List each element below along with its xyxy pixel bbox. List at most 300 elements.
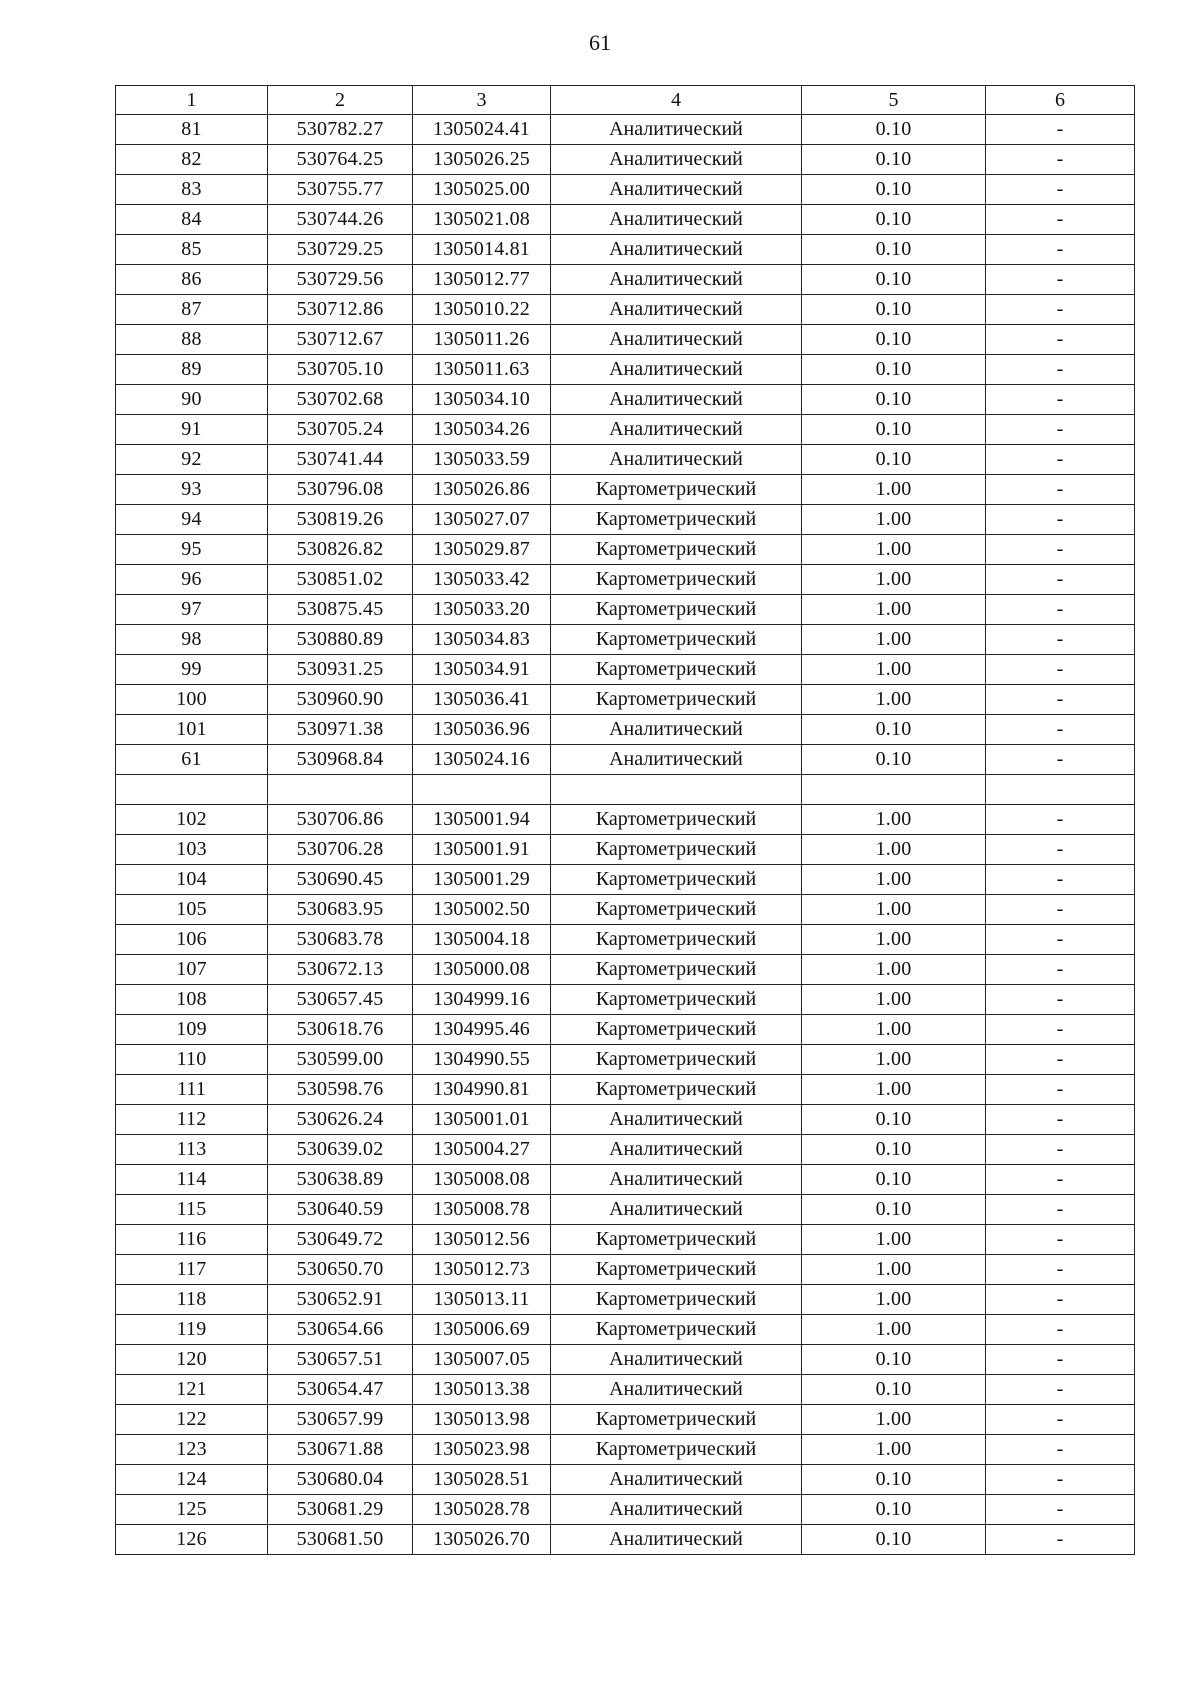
method-cell: Аналитический [551,1525,802,1555]
coordinates-table [115,85,1135,1555]
method-cell: Картометрический [551,595,802,625]
x-coordinate-cell: 530598.76 [268,1075,413,1105]
x-coordinate-cell: 530712.86 [268,295,413,325]
method-cell: Картометрический [551,865,802,895]
method-cell: Картометрический [551,895,802,925]
note-cell: - [986,1195,1135,1225]
y-coordinate-cell: 1305028.78 [413,1495,551,1525]
x-coordinate-cell: 530657.99 [268,1405,413,1435]
table-row [116,535,1135,565]
x-coordinate-cell: 530744.26 [268,205,413,235]
point-number-cell: 120 [116,1345,268,1375]
note-cell: - [986,1375,1135,1405]
table-body [116,115,1135,1555]
accuracy-cell: 0.10 [802,1375,986,1405]
x-coordinate-cell: 530880.89 [268,625,413,655]
note-cell: - [986,1255,1135,1285]
y-coordinate-cell: 1305033.20 [413,595,551,625]
table-row [116,745,1135,775]
y-coordinate-cell: 1305001.01 [413,1105,551,1135]
table-row [116,775,1135,805]
table-row [116,235,1135,265]
point-number-cell: 123 [116,1435,268,1465]
point-number-cell: 82 [116,145,268,175]
point-number-cell: 114 [116,1165,268,1195]
point-number-cell: 85 [116,235,268,265]
x-coordinate-cell: 530931.25 [268,655,413,685]
table-row [116,1435,1135,1465]
x-coordinate-cell: 530657.51 [268,1345,413,1375]
note-cell: - [986,1015,1135,1045]
y-coordinate-cell: 1305011.63 [413,355,551,385]
note-cell [986,775,1135,805]
y-coordinate-cell: 1305026.86 [413,475,551,505]
accuracy-cell: 1.00 [802,1045,986,1075]
y-coordinate-cell: 1305001.94 [413,805,551,835]
point-number-cell: 101 [116,715,268,745]
x-coordinate-cell: 530654.66 [268,1315,413,1345]
x-coordinate-cell: 530680.04 [268,1465,413,1495]
x-coordinate-cell: 530702.68 [268,385,413,415]
table-row [116,355,1135,385]
accuracy-cell: 0.10 [802,295,986,325]
x-coordinate-cell: 530755.77 [268,175,413,205]
y-coordinate-cell: 1305014.81 [413,235,551,265]
point-number-cell: 118 [116,1285,268,1315]
method-cell: Аналитический [551,325,802,355]
note-cell: - [986,295,1135,325]
note-cell: - [986,1165,1135,1195]
method-cell: Аналитический [551,415,802,445]
note-cell: - [986,205,1135,235]
accuracy-cell: 0.10 [802,235,986,265]
note-cell: - [986,685,1135,715]
accuracy-cell: 1.00 [802,925,986,955]
x-coordinate-cell: 530681.29 [268,1495,413,1525]
accuracy-cell: 0.10 [802,265,986,295]
y-coordinate-cell: 1304999.16 [413,985,551,1015]
note-cell: - [986,1075,1135,1105]
y-coordinate-cell: 1305021.08 [413,205,551,235]
note-cell: - [986,625,1135,655]
note-cell: - [986,175,1135,205]
method-cell: Аналитический [551,1465,802,1495]
x-coordinate-cell: 530657.45 [268,985,413,1015]
method-cell: Аналитический [551,175,802,205]
point-number-cell: 98 [116,625,268,655]
point-number-cell: 83 [116,175,268,205]
accuracy-cell: 0.10 [802,1195,986,1225]
note-cell: - [986,265,1135,295]
y-coordinate-cell: 1305013.11 [413,1285,551,1315]
point-number-cell: 115 [116,1195,268,1225]
y-coordinate-cell: 1305034.10 [413,385,551,415]
accuracy-cell: 0.10 [802,115,986,145]
method-cell: Картометрический [551,685,802,715]
x-coordinate-cell [268,775,413,805]
note-cell: - [986,715,1135,745]
x-coordinate-cell: 530640.59 [268,1195,413,1225]
method-cell: Картометрический [551,535,802,565]
note-cell: - [986,1285,1135,1315]
note-cell: - [986,655,1135,685]
table-header [116,86,1135,115]
method-cell: Аналитический [551,1375,802,1405]
x-coordinate-cell: 530599.00 [268,1045,413,1075]
method-cell: Картометрический [551,1435,802,1465]
point-number-cell: 89 [116,355,268,385]
note-cell: - [986,115,1135,145]
y-coordinate-cell: 1305006.69 [413,1315,551,1345]
x-coordinate-cell: 530650.70 [268,1255,413,1285]
accuracy-cell: 1.00 [802,1315,986,1345]
x-coordinate-cell: 530706.28 [268,835,413,865]
accuracy-cell: 0.10 [802,175,986,205]
method-cell: Картометрический [551,1285,802,1315]
point-number-cell: 119 [116,1315,268,1345]
column-header-5: 5 [802,86,986,115]
x-coordinate-cell: 530705.10 [268,355,413,385]
y-coordinate-cell: 1305002.50 [413,895,551,925]
method-cell: Картометрический [551,505,802,535]
accuracy-cell: 1.00 [802,1015,986,1045]
method-cell: Аналитический [551,205,802,235]
x-coordinate-cell: 530618.76 [268,1015,413,1045]
x-coordinate-cell: 530826.82 [268,535,413,565]
x-coordinate-cell: 530652.91 [268,1285,413,1315]
point-number-cell: 109 [116,1015,268,1045]
y-coordinate-cell: 1305012.77 [413,265,551,295]
accuracy-cell: 1.00 [802,805,986,835]
accuracy-cell: 1.00 [802,595,986,625]
accuracy-cell: 1.00 [802,1285,986,1315]
y-coordinate-cell [413,775,551,805]
note-cell: - [986,805,1135,835]
table-row [116,475,1135,505]
note-cell: - [986,745,1135,775]
x-coordinate-cell: 530683.78 [268,925,413,955]
table-row [116,955,1135,985]
point-number-cell: 91 [116,415,268,445]
method-cell: Аналитический [551,1165,802,1195]
column-header-1: 1 [116,86,268,115]
accuracy-cell: 0.10 [802,325,986,355]
method-cell: Картометрический [551,1045,802,1075]
point-number-cell: 117 [116,1255,268,1285]
method-cell: Картометрический [551,1255,802,1285]
table-row [116,895,1135,925]
y-coordinate-cell: 1305013.98 [413,1405,551,1435]
table-row [116,715,1135,745]
x-coordinate-cell: 530712.67 [268,325,413,355]
y-coordinate-cell: 1305008.08 [413,1165,551,1195]
table-row [116,1105,1135,1135]
point-number-cell: 108 [116,985,268,1015]
x-coordinate-cell: 530638.89 [268,1165,413,1195]
accuracy-cell: 1.00 [802,685,986,715]
point-number-cell: 103 [116,835,268,865]
table-row [116,685,1135,715]
method-cell: Аналитический [551,385,802,415]
accuracy-cell: 0.10 [802,145,986,175]
method-cell: Картометрический [551,1225,802,1255]
note-cell: - [986,1525,1135,1555]
method-cell: Картометрический [551,925,802,955]
accuracy-cell: 0.10 [802,415,986,445]
table-row [116,1405,1135,1435]
point-number-cell: 102 [116,805,268,835]
point-number-cell: 107 [116,955,268,985]
x-coordinate-cell: 530764.25 [268,145,413,175]
x-coordinate-cell: 530875.45 [268,595,413,625]
header-row [116,86,1135,115]
column-header-3: 3 [413,86,551,115]
x-coordinate-cell: 530729.56 [268,265,413,295]
x-coordinate-cell: 530971.38 [268,715,413,745]
accuracy-cell: 1.00 [802,475,986,505]
page-number: 61 [589,30,611,55]
y-coordinate-cell: 1305029.87 [413,535,551,565]
y-coordinate-cell: 1305000.08 [413,955,551,985]
table-row [116,1045,1135,1075]
x-coordinate-cell: 530681.50 [268,1525,413,1555]
note-cell: - [986,235,1135,265]
table-row [116,1345,1135,1375]
note-cell: - [986,955,1135,985]
point-number-cell: 94 [116,505,268,535]
y-coordinate-cell: 1304990.81 [413,1075,551,1105]
accuracy-cell: 0.10 [802,1525,986,1555]
x-coordinate-cell: 530654.47 [268,1375,413,1405]
method-cell: Аналитический [551,745,802,775]
table-row [116,1375,1135,1405]
y-coordinate-cell: 1305033.42 [413,565,551,595]
method-cell: Аналитический [551,1135,802,1165]
accuracy-cell: 1.00 [802,505,986,535]
method-cell: Картометрический [551,1015,802,1045]
x-coordinate-cell: 530683.95 [268,895,413,925]
point-number-cell: 86 [116,265,268,295]
y-coordinate-cell: 1305034.26 [413,415,551,445]
note-cell: - [986,1105,1135,1135]
point-number-cell: 100 [116,685,268,715]
accuracy-cell: 0.10 [802,355,986,385]
point-number-cell: 88 [116,325,268,355]
accuracy-cell: 1.00 [802,625,986,655]
note-cell: - [986,1465,1135,1495]
y-coordinate-cell: 1305004.18 [413,925,551,955]
table-row [116,1495,1135,1525]
method-cell [551,775,802,805]
table-row [116,145,1135,175]
table-row [116,1165,1135,1195]
point-number-cell: 61 [116,745,268,775]
method-cell: Аналитический [551,715,802,745]
point-number-cell: 81 [116,115,268,145]
y-coordinate-cell: 1304990.55 [413,1045,551,1075]
x-coordinate-cell: 530968.84 [268,745,413,775]
y-coordinate-cell: 1305034.83 [413,625,551,655]
point-number-cell: 112 [116,1105,268,1135]
table-row [116,415,1135,445]
table-row [116,985,1135,1015]
method-cell: Картометрический [551,985,802,1015]
x-coordinate-cell: 530705.24 [268,415,413,445]
table-row [116,1015,1135,1045]
x-coordinate-cell: 530639.02 [268,1135,413,1165]
note-cell: - [986,475,1135,505]
note-cell: - [986,415,1135,445]
note-cell: - [986,145,1135,175]
y-coordinate-cell: 1305036.96 [413,715,551,745]
point-number-cell: 99 [116,655,268,685]
accuracy-cell: 1.00 [802,1075,986,1105]
table-row [116,565,1135,595]
note-cell: - [986,895,1135,925]
y-coordinate-cell: 1305025.00 [413,175,551,205]
method-cell: Аналитический [551,1105,802,1135]
y-coordinate-cell: 1305033.59 [413,445,551,475]
accuracy-cell: 1.00 [802,565,986,595]
accuracy-cell: 0.10 [802,385,986,415]
method-cell: Аналитический [551,1495,802,1525]
y-coordinate-cell: 1305004.27 [413,1135,551,1165]
note-cell: - [986,1435,1135,1465]
x-coordinate-cell: 530671.88 [268,1435,413,1465]
x-coordinate-cell: 530672.13 [268,955,413,985]
note-cell: - [986,325,1135,355]
point-number-cell: 97 [116,595,268,625]
x-coordinate-cell: 530626.24 [268,1105,413,1135]
y-coordinate-cell: 1305028.51 [413,1465,551,1495]
accuracy-cell: 0.10 [802,205,986,235]
method-cell: Картометрический [551,475,802,505]
point-number-cell: 116 [116,1225,268,1255]
y-coordinate-cell: 1305008.78 [413,1195,551,1225]
x-coordinate-cell: 530796.08 [268,475,413,505]
y-coordinate-cell: 1305026.25 [413,145,551,175]
note-cell: - [986,835,1135,865]
y-coordinate-cell: 1305011.26 [413,325,551,355]
note-cell: - [986,445,1135,475]
note-cell: - [986,865,1135,895]
y-coordinate-cell: 1305024.16 [413,745,551,775]
point-number-cell: 125 [116,1495,268,1525]
point-number-cell: 111 [116,1075,268,1105]
point-number-cell: 126 [116,1525,268,1555]
method-cell: Аналитический [551,1195,802,1225]
table-row [116,325,1135,355]
table-row [116,865,1135,895]
x-coordinate-cell: 530782.27 [268,115,413,145]
method-cell: Картометрический [551,625,802,655]
y-coordinate-cell: 1305012.56 [413,1225,551,1255]
accuracy-cell: 0.10 [802,745,986,775]
note-cell: - [986,1045,1135,1075]
y-coordinate-cell: 1305024.41 [413,115,551,145]
column-header-6: 6 [986,86,1135,115]
column-header-2: 2 [268,86,413,115]
table-row [116,385,1135,415]
point-number-cell: 106 [116,925,268,955]
accuracy-cell: 1.00 [802,835,986,865]
accuracy-cell: 0.10 [802,1135,986,1165]
x-coordinate-cell: 530690.45 [268,865,413,895]
method-cell: Картометрический [551,835,802,865]
accuracy-cell: 1.00 [802,955,986,985]
note-cell: - [986,1495,1135,1525]
y-coordinate-cell: 1305026.70 [413,1525,551,1555]
x-coordinate-cell: 530819.26 [268,505,413,535]
table-row [116,265,1135,295]
table-row [116,1465,1135,1495]
note-cell: - [986,1315,1135,1345]
method-cell: Аналитический [551,145,802,175]
table-row [116,1285,1135,1315]
method-cell: Аналитический [551,1345,802,1375]
method-cell: Аналитический [551,295,802,325]
point-number-cell: 122 [116,1405,268,1435]
table-row [116,595,1135,625]
method-cell: Аналитический [551,235,802,265]
method-cell: Аналитический [551,445,802,475]
point-number-cell: 121 [116,1375,268,1405]
x-coordinate-cell: 530649.72 [268,1225,413,1255]
method-cell: Аналитический [551,115,802,145]
note-cell: - [986,925,1135,955]
point-number-cell [116,775,268,805]
note-cell: - [986,385,1135,415]
note-cell: - [986,535,1135,565]
y-coordinate-cell: 1305007.05 [413,1345,551,1375]
y-coordinate-cell: 1304995.46 [413,1015,551,1045]
note-cell: - [986,1345,1135,1375]
accuracy-cell: 0.10 [802,1345,986,1375]
table-row [116,115,1135,145]
accuracy-cell: 1.00 [802,1255,986,1285]
point-number-cell: 95 [116,535,268,565]
point-number-cell: 90 [116,385,268,415]
accuracy-cell: 0.10 [802,1105,986,1135]
accuracy-cell: 1.00 [802,535,986,565]
accuracy-cell: 0.10 [802,445,986,475]
note-cell: - [986,1135,1135,1165]
accuracy-cell: 1.00 [802,655,986,685]
y-coordinate-cell: 1305034.91 [413,655,551,685]
y-coordinate-cell: 1305027.07 [413,505,551,535]
note-cell: - [986,1405,1135,1435]
method-cell: Картометрический [551,955,802,985]
table-row [116,1255,1135,1285]
y-coordinate-cell: 1305036.41 [413,685,551,715]
note-cell: - [986,565,1135,595]
table-row [116,805,1135,835]
table-row [116,835,1135,865]
point-number-cell: 92 [116,445,268,475]
note-cell: - [986,355,1135,385]
table-row [116,1135,1135,1165]
x-coordinate-cell: 530706.86 [268,805,413,835]
x-coordinate-cell: 530741.44 [268,445,413,475]
accuracy-cell: 0.10 [802,715,986,745]
accuracy-cell: 1.00 [802,865,986,895]
method-cell: Аналитический [551,355,802,385]
accuracy-cell: 1.00 [802,1435,986,1465]
y-coordinate-cell: 1305023.98 [413,1435,551,1465]
table-row [116,175,1135,205]
note-cell: - [986,595,1135,625]
accuracy-cell: 1.00 [802,1225,986,1255]
